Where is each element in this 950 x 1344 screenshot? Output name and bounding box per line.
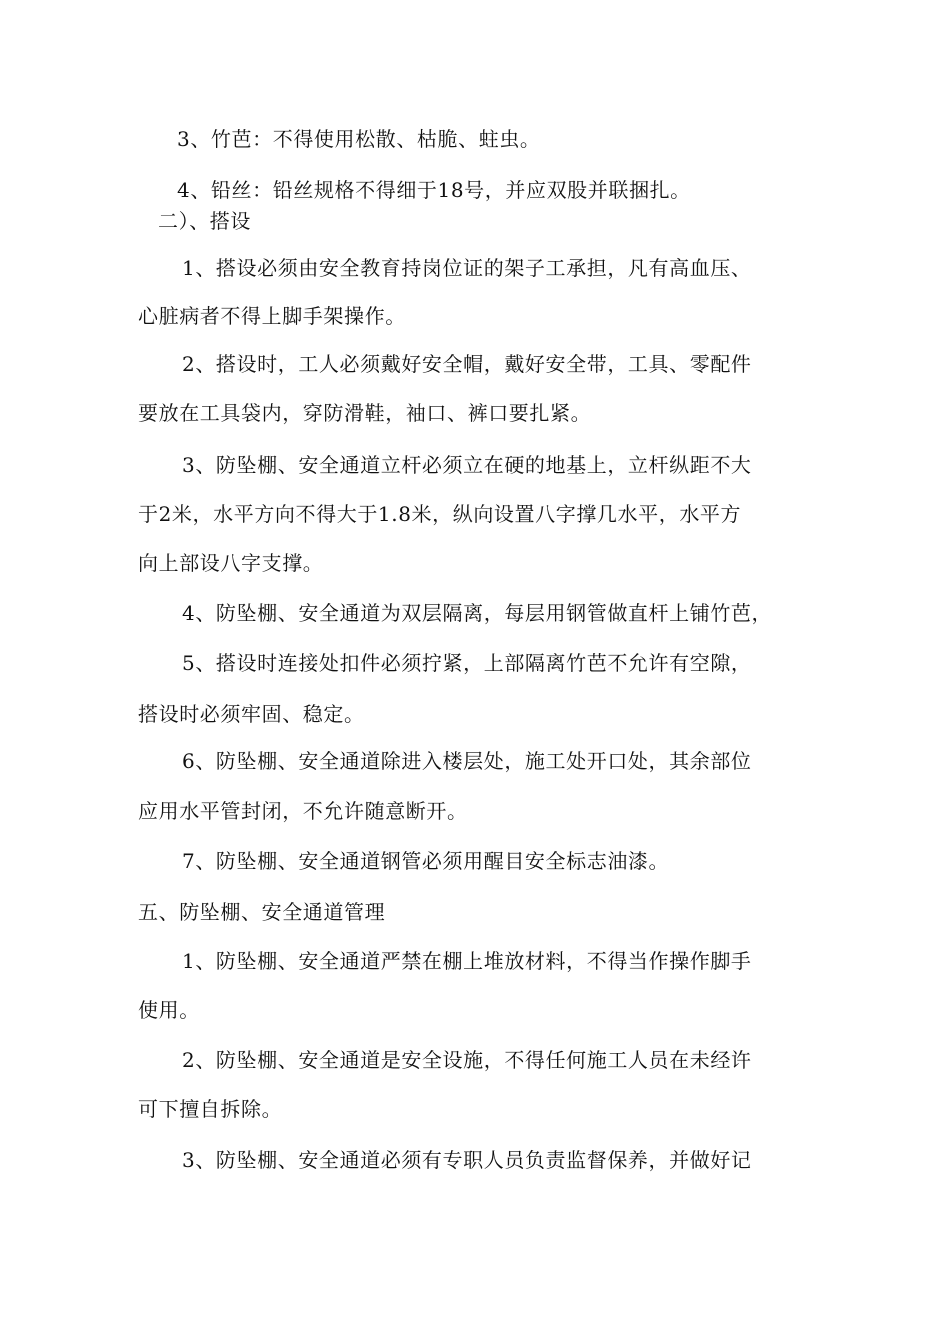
text-line: 3、竹芭：不得使用松散、枯脆、蛀虫。 [177,127,541,151]
text-line: 可下擅自拆除。 [138,1097,283,1121]
text-line: 5、搭设时连接处扣件必须拧紧，上部隔离竹芭不允许有空隙， [182,651,752,675]
section-heading: 二）、搭设 [158,209,251,233]
text-line: 2、防坠棚、安全通道是安全设施，不得任何施工人员在未经许 [182,1048,752,1072]
text-line: 7、防坠棚、安全通道钢管必须用醒目安全标志油漆。 [182,849,670,873]
text-line: 4、铅丝：铅丝规格不得细于18号，并应双股并联捆扎。 [177,178,691,202]
text-line: 使用。 [138,998,200,1022]
text-line: 4、防坠棚、安全通道为双层隔离，每层用钢管做直杆上铺竹芭， [182,601,773,625]
text-line: 心脏病者不得上脚手架操作。 [138,304,406,328]
text-line: 3、防坠棚、安全通道立杆必须立在硬的地基上，立杆纵距不大 [182,453,752,477]
text-line: 3、防坠棚、安全通道必须有专职人员负责监督保养，并做好记 [182,1148,752,1172]
section-heading: 五、防坠棚、安全通道管理 [138,900,386,924]
text-line: 1、防坠棚、安全通道严禁在棚上堆放材料，不得当作操作脚手 [182,949,752,973]
text-line: 2、搭设时，工人必须戴好安全帽，戴好安全带，工具、零配件 [182,352,752,376]
text-line: 于2米，水平方向不得大于1.8米，纵向设置八字撑几水平，水平方 [138,502,742,526]
text-line: 要放在工具袋内，穿防滑鞋，袖口、裤口要扎紧。 [138,401,592,425]
text-line: 6、防坠棚、安全通道除进入楼层处，施工处开口处，其余部位 [182,749,752,773]
text-line: 向上部设八字支撑。 [138,551,324,575]
text-line: 搭设时必须牢固、稳定。 [138,702,365,726]
text-line: 1、搭设必须由安全教育持岗位证的架子工承担，凡有高血压、 [182,256,752,280]
text-line: 应用水平管封闭，不允许随意断开。 [138,799,468,823]
